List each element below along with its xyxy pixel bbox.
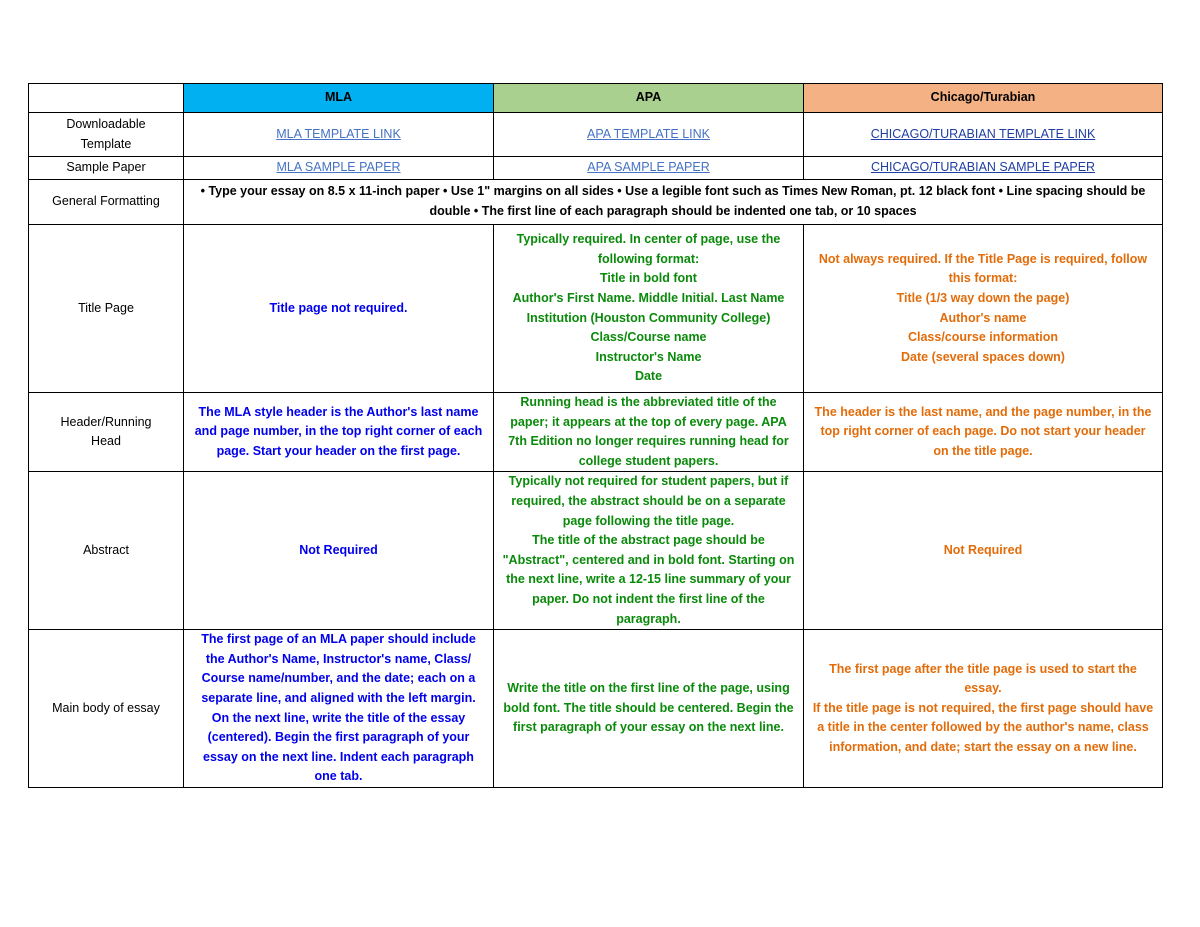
header-running-row xyxy=(29,393,1163,472)
mla-sample-cell xyxy=(184,157,494,180)
chicago-header: Chicago/Turabian xyxy=(804,84,1163,113)
chicago-template-link[interactable]: CHICAGO/TURABIAN TEMPLATE LINK xyxy=(870,126,1096,141)
mla-abstract: Not Required xyxy=(184,472,494,630)
apa-abstract: Typically not required for student papers, but if required, the abstract should be on a separate page following the title page. The title of the abstract page should be "Abstract", centered and in bold font. Starting on the next line, write a 12-15 line summary of your paper. Do not indent the first line of the paragraph. xyxy=(494,472,804,630)
apa-header: APA xyxy=(494,84,804,113)
style-comparison-table xyxy=(28,83,1163,788)
chicago-header-desc: The header is the last name, and the page number, in the top right corner of each page. Do not start your header on the title page. xyxy=(804,393,1163,472)
corner-cell xyxy=(29,84,184,113)
mla-header: MLA xyxy=(184,84,494,113)
apa-template-link[interactable]: APA TEMPLATE LINK xyxy=(587,126,710,141)
mla-header-desc: The MLA style header is the Author's last name and page number, in the top right corner of each page. Start your header on the first page. xyxy=(184,393,494,472)
mla-title-page: Title page not required. xyxy=(184,225,494,393)
abstract-label: Abstract xyxy=(29,472,184,630)
apa-template-cell xyxy=(494,113,804,157)
mla-sample-link[interactable]: MLA SAMPLE PAPER xyxy=(276,160,401,175)
apa-header-desc: Running head is the abbreviated title of the paper; it appears at the top of every page. APA 7th Edition no longer requires running head for college student papers. xyxy=(494,393,804,472)
apa-sample-cell xyxy=(494,157,804,180)
chicago-template-cell xyxy=(804,113,1163,157)
header-row xyxy=(29,84,1163,113)
mla-template-cell xyxy=(184,113,494,157)
chicago-abstract: Not Required xyxy=(804,472,1163,630)
abstract-row xyxy=(29,472,1163,630)
apa-sample-link[interactable]: APA SAMPLE PAPER xyxy=(587,160,710,175)
template-row xyxy=(29,113,1163,157)
sample-label: Sample Paper xyxy=(29,157,184,180)
main-body-row xyxy=(29,630,1163,788)
chicago-sample-link[interactable]: CHICAGO/TURABIAN SAMPLE PAPER xyxy=(870,160,1096,175)
mla-template-link[interactable]: MLA TEMPLATE LINK xyxy=(276,126,401,141)
header-label: Header/Running Head xyxy=(29,393,184,472)
main-body-label: Main body of essay xyxy=(29,630,184,788)
sample-row xyxy=(29,157,1163,180)
apa-title-page: Typically required. In center of page, use the following format: Title in bold font Author's First Name. Middle Initial. Last Name Institution (Houston Community College) Class/Course name Instructor's Name Date xyxy=(494,225,804,393)
template-label: Downloadable Template xyxy=(29,113,184,157)
chicago-main-body: The first page after the title page is used to start the essay. If the title page is not required, the first page should have a title in the center followed by the author's name, class information, and date; start the essay on a new line. xyxy=(804,630,1163,788)
title-page-label: Title Page xyxy=(29,225,184,393)
chicago-title-page: Not always required. If the Title Page is required, follow this format: Title (1/3 way down the page) Author's name Class/course information Date (several spaces down) xyxy=(804,225,1163,393)
formatting-label: General Formatting xyxy=(29,180,184,225)
mla-main-body: The first page of an MLA paper should include the Author's Name, Instructor's name, Class/ Course name/number, and the date; each on a separate line, and aligned with the left margin. On the next line, write the title of the essay (centered). Begin the first paragraph of your essay on the next line. Indent each paragraph one tab. xyxy=(184,630,494,788)
apa-main-body: Write the title on the first line of the page, using bold font. The title should be centered. Begin the first paragraph of your essay on the next line. xyxy=(494,630,804,788)
formatting-text: • Type your essay on 8.5 x 11-inch paper • Use 1" margins on all sides • Use a legible font such as Times New Roman, pt. 12 black font • Line spacing should be double • The first line of each paragraph should be indented one tab, or 10 spaces xyxy=(184,180,1163,225)
chicago-sample-cell xyxy=(804,157,1163,180)
formatting-row xyxy=(29,180,1163,225)
title-page-row xyxy=(29,225,1163,393)
